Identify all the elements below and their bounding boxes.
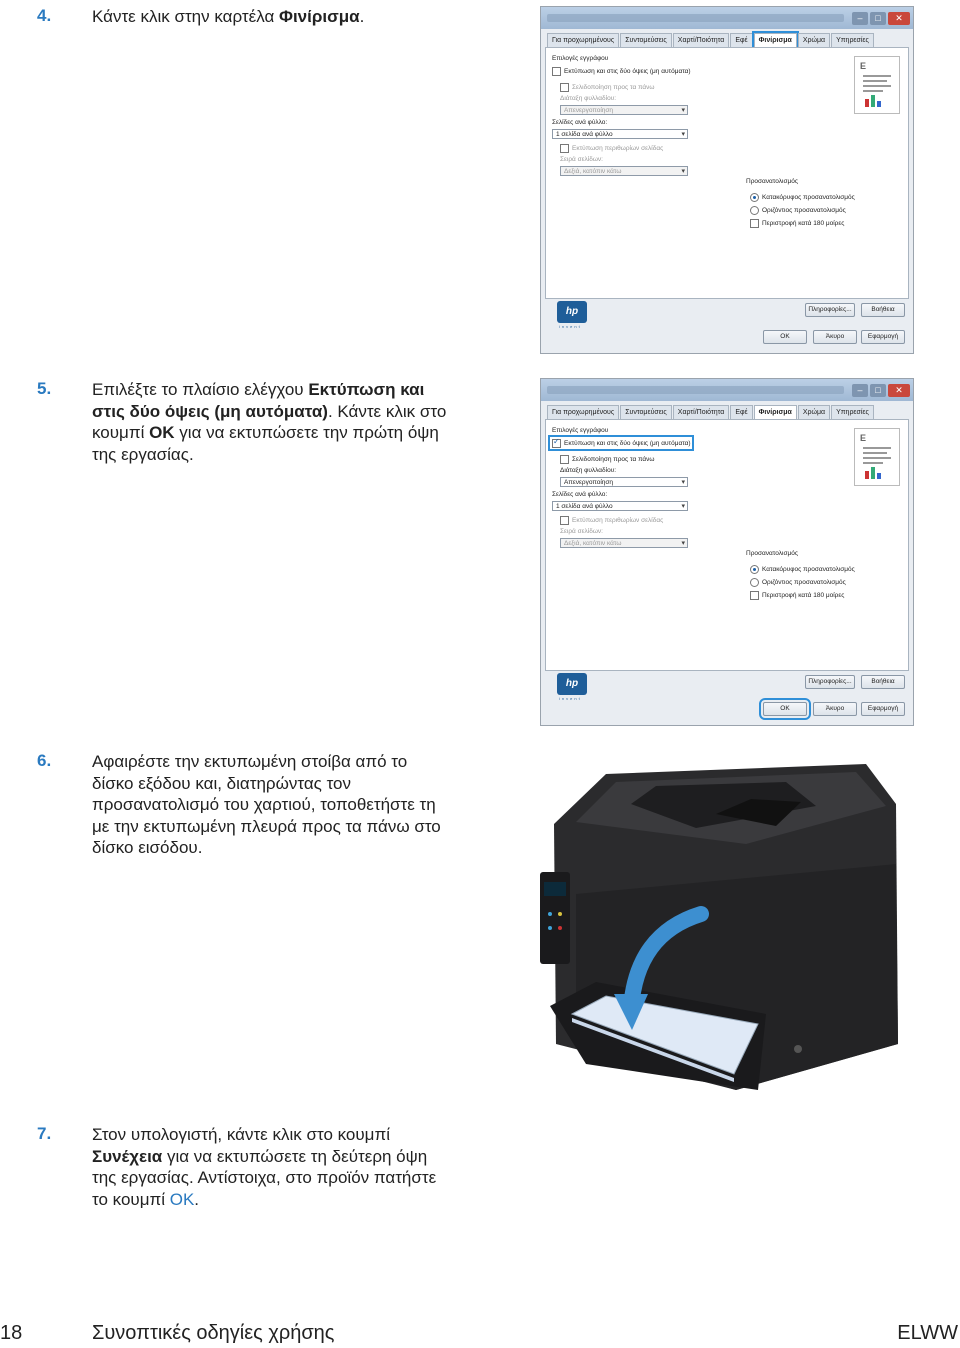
step-7-bold: Συνέχεια [92, 1146, 163, 1166]
dialog-titlebar [541, 379, 913, 401]
ok-button[interactable]: OK [763, 330, 807, 344]
tab-shortcuts[interactable]: Συντομεύσεις [620, 33, 672, 47]
duplex-checkbox[interactable] [552, 67, 561, 76]
rotate-checkbox[interactable] [750, 591, 759, 600]
portrait-label: Κατακόρυφος προσανατολισμός [762, 566, 855, 574]
dialog-screenshot-2 [540, 378, 914, 726]
flip-up-option[interactable] [560, 455, 655, 464]
cancel-button[interactable]: Άκυρο [813, 330, 857, 344]
step-4-text [92, 6, 452, 28]
step-7-post: . [194, 1189, 200, 1209]
page-order-select: Δεξιά, κατόπιν κάτω ▾ [560, 538, 688, 548]
borders-option [560, 144, 663, 153]
rotate-option[interactable] [750, 219, 844, 228]
duplex-option[interactable] [552, 439, 691, 448]
orientation-label: Προσανατολισμός [746, 550, 798, 557]
dialog-screenshot-1 [540, 6, 914, 354]
landscape-option[interactable] [750, 206, 846, 215]
step-4-post: . [359, 7, 365, 26]
minimize-icon: – [852, 12, 868, 25]
printer-illustration [536, 744, 916, 1096]
finishing-panel [545, 47, 909, 299]
flip-up-checkbox[interactable] [560, 455, 569, 464]
hp-logo-sub: invent [559, 324, 582, 329]
control-display [544, 882, 566, 896]
step-4-number: 4. [37, 6, 52, 25]
dialog-tabs [541, 29, 913, 47]
hp-logo-sub: invent [559, 696, 582, 701]
tab-effects[interactable]: Εφέ [730, 33, 752, 47]
duplex-label: Εκτύπωση και στις δύο όψεις (μη αυτόματα) [564, 68, 691, 76]
panel-led-1 [548, 912, 552, 916]
finishing-panel [545, 419, 909, 671]
panel-led-3 [548, 926, 552, 930]
booklet-select: Απενεργοποίηση ▾ [560, 105, 688, 115]
page-order-select: Δεξιά, κατόπιν κάτω ▾ [560, 166, 688, 176]
power-button-icon [794, 1045, 802, 1053]
step-7-pre: Στον υπολογιστή, κάντε κλικ στο κουμπί [92, 1125, 390, 1144]
portrait-radio[interactable] [750, 193, 759, 202]
panel-led-2 [558, 912, 562, 916]
help-button[interactable]: Βοήθεια [861, 303, 905, 317]
tab-paper-quality[interactable]: Χαρτί/Ποιότητα [673, 33, 730, 47]
minimize-icon: – [852, 384, 868, 397]
duplex-option[interactable] [552, 67, 691, 76]
about-button[interactable]: Πληροφορίες... [805, 675, 855, 689]
maximize-icon: □ [870, 12, 886, 25]
tab-services[interactable]: Υπηρεσίες [831, 405, 874, 419]
tab-finishing[interactable]: Φινίρισμα [754, 405, 797, 419]
borders-label: Εκτύπωση περιθωρίων σελίδας [572, 517, 664, 525]
step-5-bold2: OK [149, 423, 175, 442]
page-preview [854, 428, 900, 486]
rotate-checkbox[interactable] [750, 219, 759, 228]
close-icon: ✕ [888, 384, 910, 397]
landscape-label: Οριζόντιος προσανατολισμός [762, 207, 846, 215]
landscape-option[interactable] [750, 578, 846, 587]
tab-color[interactable]: Χρώμα [798, 405, 830, 419]
landscape-label: Οριζόντιος προσανατολισμός [762, 579, 846, 587]
step-4-bold: Φινίρισμα [279, 7, 360, 26]
pages-per-sheet-select[interactable]: 1 σελίδα ανά φύλλο ▾ [552, 501, 688, 511]
landscape-radio[interactable] [750, 578, 759, 587]
close-icon: ✕ [888, 12, 910, 25]
duplex-checkbox[interactable] [552, 439, 561, 448]
dialog-titlebar [541, 7, 913, 29]
booklet-label: Διάταξη φυλλαδίου: [560, 95, 617, 102]
dialog-tabs [541, 401, 913, 419]
borders-checkbox [560, 144, 569, 153]
orientation-label: Προσανατολισμός [746, 178, 798, 185]
page-number: 18 [0, 1322, 23, 1344]
rotate-label: Περιστροφή κατά 180 μοίρες [762, 220, 845, 228]
step-5-number: 5. [37, 379, 52, 398]
hp-logo: hp [557, 673, 587, 695]
portrait-radio[interactable] [750, 565, 759, 574]
dialog-title-blurred [547, 14, 844, 22]
maximize-icon: □ [870, 384, 886, 397]
doc-options-label: Επιλογές εγγράφου [552, 427, 609, 434]
portrait-option[interactable] [750, 565, 855, 574]
tab-advanced[interactable]: Για προχωρημένους [547, 405, 619, 419]
page-order-label: Σειρά σελίδων: [560, 156, 603, 163]
portrait-label: Κατακόρυφος προσανατολισμός [762, 194, 855, 202]
step-5-pre: Επιλέξτε το πλαίσιο ελέγχου [92, 380, 309, 399]
borders-option [560, 516, 663, 525]
flip-up-label: Σελιδοποίηση προς τα πάνω [572, 456, 655, 464]
booklet-label: Διάταξη φυλλαδίου: [560, 467, 617, 474]
help-button[interactable]: Βοήθεια [861, 675, 905, 689]
duplex-label: Εκτύπωση και στις δύο όψεις (μη αυτόματα) [564, 440, 691, 448]
flip-up-checkbox [560, 83, 569, 92]
flip-up-option [560, 83, 655, 92]
booklet-select[interactable]: Απενεργοποίηση ▾ [560, 477, 688, 487]
pages-per-sheet-select[interactable]: 1 σελίδα ανά φύλλο ▾ [552, 129, 688, 139]
step-5-mid: . Κάντε κλικ στο κουμπί [92, 401, 447, 442]
doc-options-label: Επιλογές εγγράφου [552, 55, 609, 62]
flip-up-label: Σελιδοποίηση προς τα πάνω [572, 84, 655, 92]
panel-led-4 [558, 926, 562, 930]
step-6-text: Αφαιρέστε την εκτυπωμένη στοίβα από το δίσκο εξόδου και, διατηρώντας τον προσανατολισμό του χαρτιού, τοποθετήστε τη με την εκτυπωμένη πλευρά προς τα πάνω στο δίσκο εισόδου. [92, 752, 441, 857]
step-7-mid: για να εκτυπώσετε τη δεύτερη όψη της εργασίας. Αντίστοιχα, στο προϊόν πατήστε το κουμπί [92, 1146, 437, 1209]
dialog-title-blurred [547, 386, 844, 394]
apply-button[interactable]: Εφαρμογή [861, 330, 905, 344]
portrait-option[interactable] [750, 193, 855, 202]
page-order-label: Σειρά σελίδων: [560, 528, 603, 535]
step-4-pre: Κάντε κλικ στην καρτέλα [92, 7, 279, 26]
tab-finishing[interactable]: Φινίρισμα [754, 33, 797, 47]
step-6-number: 6. [37, 751, 52, 770]
pages-per-sheet-label: Σελίδες ανά φύλλο: [552, 491, 608, 498]
pages-per-sheet-label: Σελίδες ανά φύλλο: [552, 119, 608, 126]
rotate-label: Περιστροφή κατά 180 μοίρες [762, 592, 845, 600]
page-preview [854, 56, 900, 114]
step-5-post: για να εκτυπώσετε την πρώτη όψη της εργασίας. [92, 423, 439, 464]
apply-button[interactable]: Εφαρμογή [861, 702, 905, 716]
step-7-text [92, 1124, 452, 1210]
step-7-ok-link: OK [169, 1189, 195, 1209]
tab-services[interactable]: Υπηρεσίες [831, 33, 874, 47]
preview-letter: E [860, 61, 867, 71]
footer-title: Συνοπτικές οδηγίες χρήσης [92, 1322, 335, 1344]
step-7-number: 7. [37, 1124, 52, 1143]
ok-button[interactable]: OK [763, 702, 807, 716]
footer-code: ELWW [897, 1322, 958, 1344]
borders-checkbox [560, 516, 569, 525]
borders-label: Εκτύπωση περιθωρίων σελίδας [572, 145, 664, 153]
tab-effects[interactable]: Εφέ [730, 405, 752, 419]
tab-color[interactable]: Χρώμα [798, 33, 830, 47]
step-5-bold: Εκτύπωση και στις δύο όψεις (μη αυτόματα) [92, 380, 425, 421]
tab-paper-quality[interactable]: Χαρτί/Ποιότητα [673, 405, 730, 419]
preview-letter: E [860, 433, 867, 443]
cancel-button[interactable]: Άκυρο [813, 702, 857, 716]
rotate-option[interactable] [750, 591, 844, 600]
tab-advanced[interactable]: Για προχωρημένους [547, 33, 619, 47]
tab-shortcuts[interactable]: Συντομεύσεις [620, 405, 672, 419]
step-5-text [92, 379, 452, 465]
hp-logo: hp [557, 301, 587, 323]
landscape-radio[interactable] [750, 206, 759, 215]
about-button[interactable]: Πληροφορίες... [805, 303, 855, 317]
